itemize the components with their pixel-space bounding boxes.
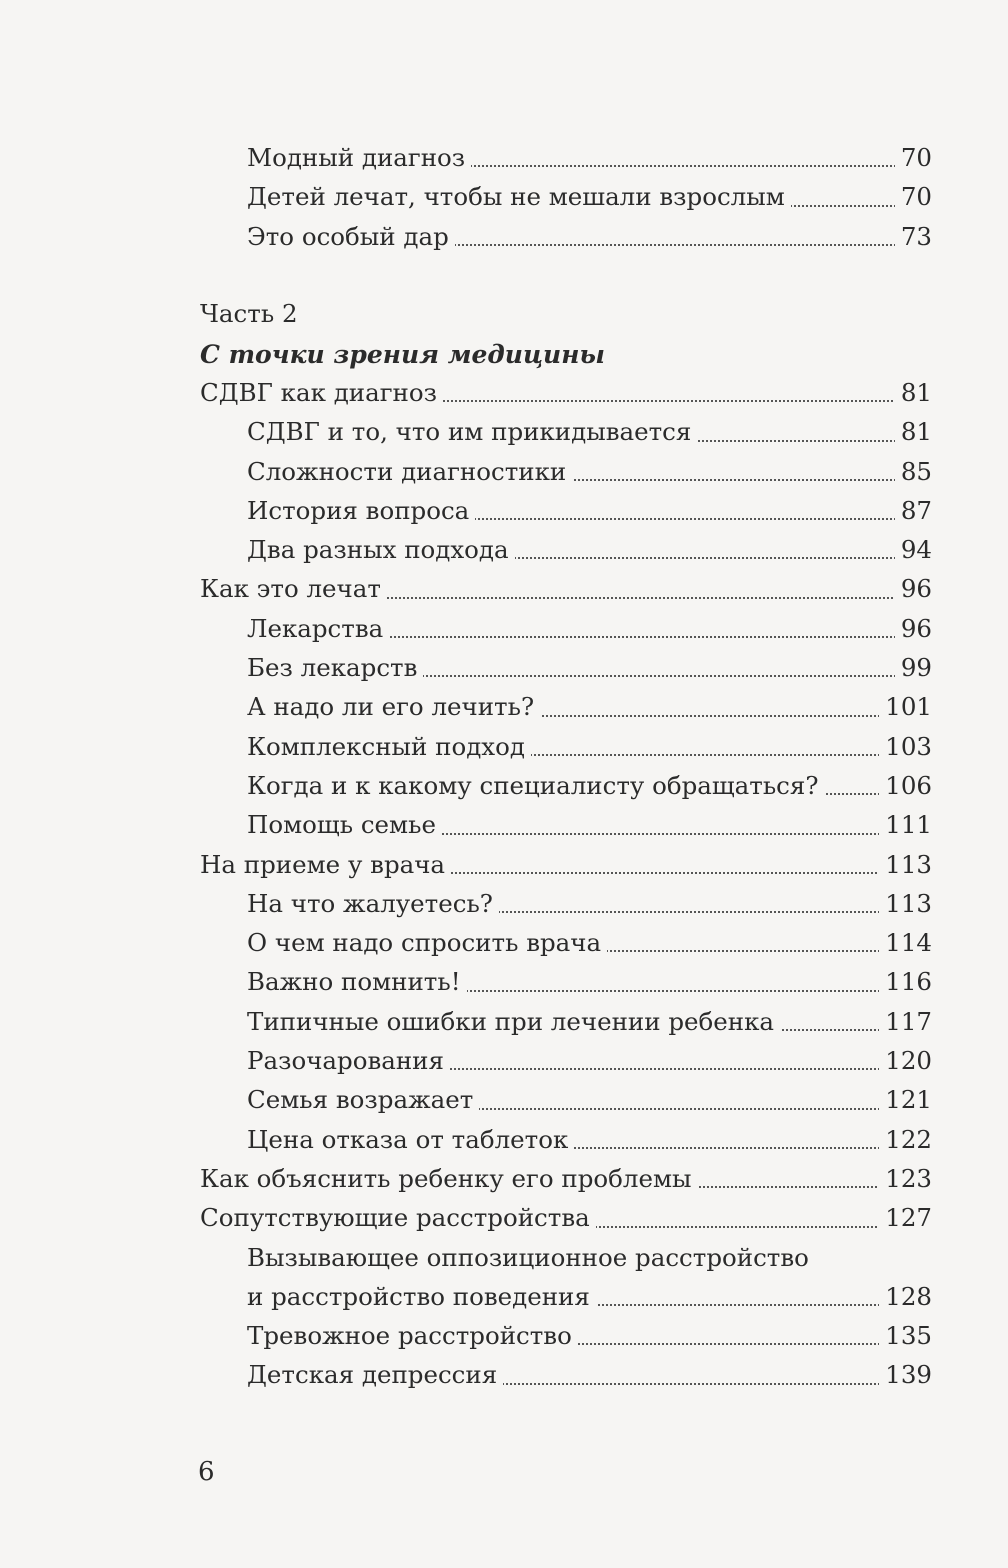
toc-entry-title: На приеме у врача bbox=[200, 850, 451, 879]
toc-chapter-entry[interactable] bbox=[200, 845, 932, 884]
toc-entry[interactable] bbox=[200, 1316, 932, 1355]
toc-entry[interactable] bbox=[200, 1238, 932, 1277]
toc-entry-title: Сложности диагностики bbox=[247, 457, 572, 486]
toc-entry-title: Как объяснить ребенку его проблемы bbox=[200, 1164, 698, 1193]
toc-entry-title: О чем надо спросить врача bbox=[247, 928, 607, 957]
toc-entry-title: Помощь семье bbox=[247, 810, 442, 839]
toc-entry[interactable] bbox=[200, 884, 932, 923]
toc-entry[interactable] bbox=[200, 766, 932, 805]
toc-entry-page: 114 bbox=[879, 923, 932, 962]
page-number: 6 bbox=[198, 1457, 215, 1487]
toc-entry-title: На что жалуетесь? bbox=[247, 889, 499, 918]
toc-entry-title: Без лекарств bbox=[247, 653, 423, 682]
toc-entry[interactable] bbox=[200, 1041, 932, 1080]
toc-chapter-entry[interactable] bbox=[200, 569, 932, 608]
toc-entry-page: 85 bbox=[895, 452, 932, 491]
toc-chapter-entry[interactable] bbox=[200, 373, 932, 412]
toc-entry[interactable] bbox=[200, 138, 932, 177]
toc-entry-title: Вызывающее оппозиционное расстройство bbox=[247, 1243, 815, 1272]
toc-entry[interactable] bbox=[200, 1002, 932, 1041]
toc-top-section bbox=[200, 138, 932, 256]
toc-entry-page: 99 bbox=[895, 648, 932, 687]
toc-entry-page: 121 bbox=[879, 1080, 932, 1119]
toc-entry-title: Комплексный подход bbox=[247, 732, 531, 761]
toc-entry-page: 117 bbox=[879, 1002, 932, 1041]
toc-main-section bbox=[200, 373, 932, 1395]
toc-entry-title: История вопроса bbox=[247, 496, 475, 525]
toc-entry-title: Модный диагноз bbox=[247, 143, 471, 172]
toc-entry-title: Сопутствующие расстройства bbox=[200, 1203, 596, 1232]
toc-entry[interactable] bbox=[200, 648, 932, 687]
toc-entry[interactable] bbox=[200, 962, 932, 1001]
toc-entry-title: Типичные ошибки при лечении ребенка bbox=[247, 1007, 780, 1036]
toc-entry-page: 113 bbox=[879, 845, 932, 884]
toc-entry-page: 111 bbox=[879, 805, 932, 844]
toc-entry-title: Детей лечат, чтобы не мешали взрослым bbox=[247, 182, 791, 211]
toc-entry-title: Два разных подхода bbox=[247, 535, 515, 564]
toc-entry-page: 87 bbox=[895, 491, 932, 530]
toc-entry-title: Когда и к какому специалисту обращаться? bbox=[247, 771, 824, 800]
toc-entry-title: Разочарования bbox=[247, 1046, 450, 1075]
toc-entry[interactable] bbox=[200, 452, 932, 491]
toc-entry-page: 122 bbox=[879, 1120, 932, 1159]
toc-entry-page: 113 bbox=[879, 884, 932, 923]
toc-entry[interactable] bbox=[200, 1120, 932, 1159]
toc-entry-page: 96 bbox=[895, 609, 932, 648]
toc-entry-page: 96 bbox=[895, 569, 932, 608]
toc-chapter-entry[interactable] bbox=[200, 1159, 932, 1198]
toc-entry-page: 116 bbox=[879, 962, 932, 1001]
toc-entry-page: 135 bbox=[879, 1316, 932, 1355]
toc-entry-title: Семья возражает bbox=[247, 1085, 479, 1114]
toc-entry[interactable] bbox=[200, 491, 932, 530]
toc-entry[interactable] bbox=[200, 177, 932, 216]
toc-entry-title: Важно помнить! bbox=[247, 967, 467, 996]
toc-entry-title: Лекарства bbox=[247, 614, 389, 643]
part-title: С точки зрения медицины bbox=[200, 340, 605, 369]
toc-entry[interactable] bbox=[200, 1080, 932, 1119]
toc-entry-page: 120 bbox=[879, 1041, 932, 1080]
toc-entry-page: 70 bbox=[895, 138, 932, 177]
toc-entry-page: 139 bbox=[879, 1355, 932, 1394]
toc-entry-title: СДВГ как диагноз bbox=[200, 378, 443, 407]
toc-entry-page: 94 bbox=[895, 530, 932, 569]
toc-entry[interactable] bbox=[200, 412, 932, 451]
toc-entry[interactable] bbox=[200, 530, 932, 569]
toc-entry[interactable] bbox=[200, 609, 932, 648]
toc-entry-page: 123 bbox=[879, 1159, 932, 1198]
toc-entry[interactable] bbox=[200, 217, 932, 256]
toc-entry-page: 106 bbox=[879, 766, 932, 805]
toc-entry-page: 128 bbox=[879, 1277, 932, 1316]
toc-entry[interactable] bbox=[200, 1277, 932, 1316]
toc-entry-page: 73 bbox=[895, 217, 932, 256]
toc-entry[interactable] bbox=[200, 805, 932, 844]
toc-entry[interactable] bbox=[200, 1355, 932, 1394]
toc-entry-page: 81 bbox=[895, 412, 932, 451]
toc-entry-page: 127 bbox=[879, 1198, 932, 1237]
toc-entry-title: СДВГ и то, что им прикидывается bbox=[247, 417, 697, 446]
toc-entry-page: 70 bbox=[895, 177, 932, 216]
toc-entry-page: 101 bbox=[879, 687, 932, 726]
part-label: Часть 2 bbox=[200, 299, 298, 328]
toc-chapter-entry[interactable] bbox=[200, 1198, 932, 1237]
toc-entry[interactable] bbox=[200, 687, 932, 726]
toc-entry-title: и расстройство поведения bbox=[247, 1282, 596, 1311]
toc-entry-page: 103 bbox=[879, 727, 932, 766]
toc-entry-title: Как это лечат bbox=[200, 574, 387, 603]
toc-entry-title: Тревожное расстройство bbox=[247, 1321, 578, 1350]
toc-entry-title: А надо ли его лечить? bbox=[247, 692, 540, 721]
toc-entry[interactable] bbox=[200, 727, 932, 766]
toc-entry-title: Это особый дар bbox=[247, 222, 455, 251]
toc-entry[interactable] bbox=[200, 923, 932, 962]
toc-entry-title: Детская депрессия bbox=[247, 1360, 503, 1389]
toc-entry-page: 81 bbox=[895, 373, 932, 412]
toc-entry-title: Цена отказа от таблеток bbox=[247, 1125, 574, 1154]
